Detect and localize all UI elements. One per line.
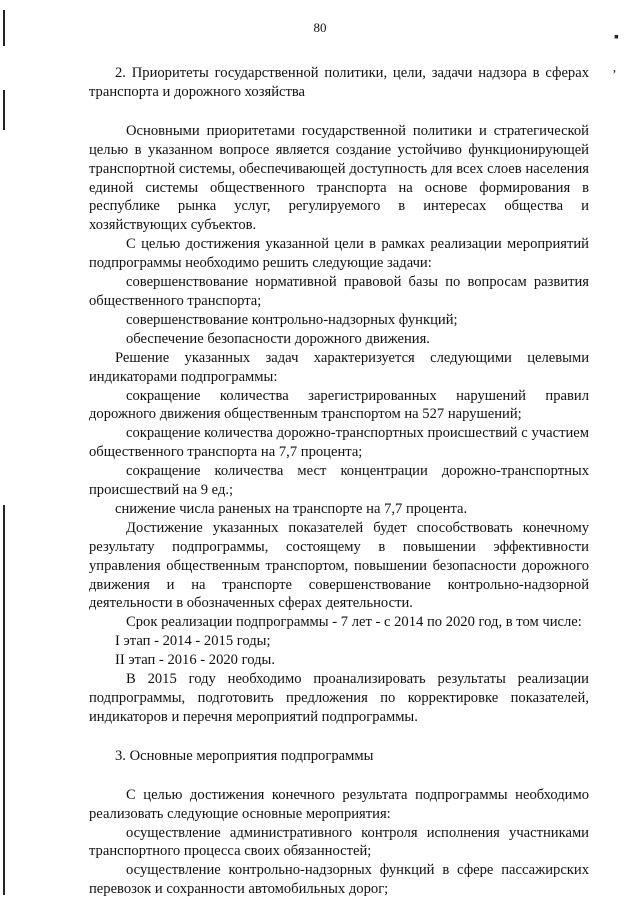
scan-edge-line-middle: [3, 90, 5, 130]
list-item: совершенствование нормативной правовой базы по вопросам развития общественного транспорта;: [89, 274, 589, 309]
scan-edge-line-bottom: [3, 505, 5, 895]
paragraph: Основными приоритетами государственной политики и стратегической целью в указанном вопросе является создание устойчиво функционирующей транспортной системы, обеспечивающей доступность для всех слоев населения единой системы общественного транспорта на основе формирования в республике рынка услуг, регулируемого в интересах общества и хозяйствующих субъектов.: [89, 122, 589, 234]
paragraph: Решение указанных задач характеризуется следующими целевыми индикаторами подпрограммы:: [89, 349, 589, 385]
list-item: осуществление административного контроля исполнения участниками транспортного процесса своих обязанностей;: [89, 824, 589, 860]
list-item: осуществление контрольно-надзорных функций в сфере пассажирских перевозок и сохранности автомобильных дорог;: [89, 862, 589, 898]
paragraph: В 2015 году необходимо проанализировать результаты реализации подпрограммы, подготовить предложения по корректировке показателей, индикаторов и перечня мероприятий подпрограммы.: [89, 671, 589, 725]
list-item: сокращение количества дорожно-транспортных происшествий с участием общественного транспорта на 7,7 процента;: [89, 425, 589, 461]
scan-edge-line-top: [3, 10, 5, 46]
page-number: 80: [313, 20, 327, 35]
list-item: снижение числа раненых на транспорте на 7,7 процента.: [115, 500, 468, 517]
paragraph: С целью достижения указанной цели в рамках реализации мероприятий подпрограммы необходимо решить следующие задачи:: [89, 236, 589, 272]
list-item: II этап - 2016 - 2020 годы.: [115, 652, 275, 669]
list-item: совершенствование контрольно-надзорных функций;: [126, 311, 458, 328]
paragraph: Достижение указанных показателей будет способствовать конечному результату подпрограммы, состоящему в повышении эффективности управления общественным транспортом, повышении безопасности дорожного движения и на транспорте совершенствование контрольно-надзорной деятельности в обозначенных сферах деятельности.: [89, 519, 589, 612]
list-item: обеспечение безопасности дорожного движения.: [126, 330, 430, 347]
section-2-heading: 2. Приоритеты государственной политики, цели, задачи надзора в сферах транспорта и дорожного хозяйства: [89, 65, 589, 100]
scan-mark-top-right: ▪: [614, 30, 619, 45]
list-item: сокращение количества мест концентрации дорожно-транспортных происшествий на 9 ед.;: [89, 463, 589, 499]
document-body: [89, 64, 589, 899]
list-item: сокращение количества зарегистрированных нарушений правил дорожного движения общественным транспортом на 527 нарушений;: [89, 387, 589, 423]
section-3-heading: 3. Основные мероприятия подпрограммы: [115, 747, 374, 764]
paragraph: С целью достижения конечного результата подпрограммы необходимо реализовать следующие основные мероприятия:: [89, 786, 589, 822]
scan-mark-right: ’: [612, 68, 617, 83]
paragraph: Срок реализации подпрограммы - 7 лет - с 2014 по 2020 год, в том числе:: [126, 614, 582, 631]
list-item: I этап - 2014 - 2015 годы;: [115, 633, 271, 650]
